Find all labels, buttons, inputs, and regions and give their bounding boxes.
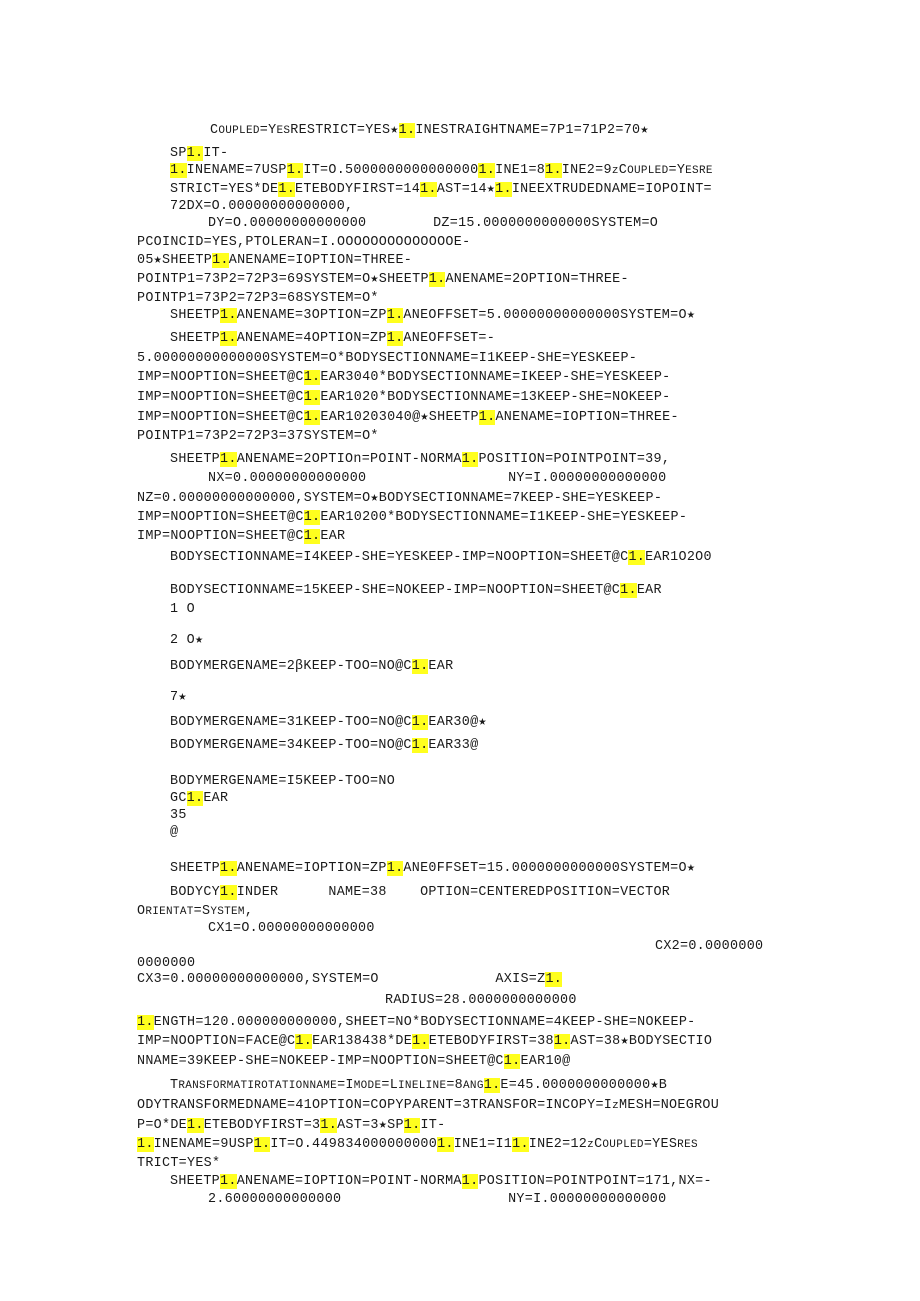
text-fragment: ANENAME=3OPTION=ZP [236, 308, 387, 323]
text-fragment: OUPLED [627, 165, 669, 177]
highlighted-fragment: 1. [553, 1034, 571, 1049]
text-fragment: ANENAME=IOPTION=THREE- [228, 253, 413, 268]
text-fragment: ETEBODYFIRST=14 [295, 182, 421, 197]
text-fragment: EAR10200*BODYSECTIONNAME=I1KEEP-SHE=YESKEEP- [320, 510, 688, 525]
highlighted-fragment: 1. [437, 1137, 454, 1152]
text-fragment: 2.60000000000000 NY=I.00000000000000 [208, 1192, 667, 1207]
text-line [170, 1173, 712, 1191]
text-fragment: INENAME=7USP [186, 163, 287, 178]
text-fragment: ANENAME=2OPTION=THREE- [445, 272, 629, 287]
text-line [137, 369, 671, 387]
text-fragment: z [611, 165, 619, 177]
text-fragment: BODYMERGENAME=I5KEEP-TOO=NO [170, 774, 396, 789]
highlighted-fragment: 1. [186, 791, 204, 806]
text-line [137, 509, 687, 527]
highlighted-fragment: 1. [220, 308, 237, 323]
text-fragment: , [244, 904, 254, 919]
highlighted-fragment: 1. [303, 390, 321, 405]
text-fragment: INDER NAME=38 OPTION=CENTEREDPOSITION=VECTOR [236, 885, 671, 900]
text-fragment: EAR138438*DE [312, 1034, 413, 1049]
text-fragment: ESRE [685, 165, 713, 177]
text-fragment: MODE [353, 1080, 382, 1092]
highlighted-fragment: 1. [420, 182, 437, 197]
highlighted-fragment: 1. [295, 1034, 313, 1049]
text-line [170, 451, 670, 469]
text-line [137, 490, 662, 508]
highlighted-fragment: 1. [545, 972, 563, 987]
text-line [137, 389, 671, 407]
text-fragment: SHEETP [170, 1174, 221, 1189]
text-fragment: PCOINCID=YES,PTOLERAN=I.OOOOOOOOOOOOOOE- [137, 235, 471, 250]
highlighted-fragment: 1. [483, 1078, 501, 1093]
text-fragment: AST=14★ [436, 182, 496, 197]
text-fragment: O [137, 904, 146, 919]
highlighted-fragment: 1. [428, 272, 446, 287]
text-line [170, 601, 195, 619]
text-fragment: IMP=NOOPTION=SHEET@C [137, 370, 304, 385]
text-fragment: z [612, 1100, 620, 1112]
highlighted-fragment: 1. [220, 885, 237, 900]
highlighted-fragment: 1. [461, 1174, 479, 1189]
text-line [170, 884, 670, 902]
highlighted-fragment: 1. [411, 659, 429, 674]
highlighted-fragment: 1. [411, 738, 429, 753]
text-fragment: 72DX=O.00000000000000, [170, 199, 354, 214]
text-fragment: ANG [463, 1080, 484, 1092]
text-fragment: BODYCY [170, 885, 221, 900]
highlighted-fragment: 1. [503, 1054, 521, 1069]
text-fragment: T [170, 1078, 179, 1093]
highlighted-fragment: 1. [512, 1137, 529, 1152]
text-fragment: CX2=0.0000000 [655, 939, 764, 954]
highlighted-fragment: 1. [220, 331, 237, 346]
highlighted-fragment: 1. [620, 583, 637, 598]
highlighted-fragment: 1. [386, 861, 404, 876]
text-fragment: =YES [643, 1137, 678, 1152]
highlighted-fragment: 1. [187, 1118, 204, 1133]
text-fragment: EAR1020*BODYSECTIONNAME=13KEEP-SHE=NOKEEP- [320, 390, 671, 405]
text-fragment: INE1=I1 [453, 1137, 513, 1152]
text-fragment: BODYMERGENAME=2βKEEP-TOO=NO@C [170, 659, 412, 674]
text-fragment: ENGTH=120.000000000000,SHEET=NO*BODYSECTIONNAME=4KEEP-SHE=NOKEEP- [153, 1015, 696, 1030]
text-fragment: CX1=O.00000000000000 [208, 921, 375, 936]
highlighted-fragment: 1. [478, 163, 496, 178]
text-line [170, 549, 712, 567]
highlighted-fragment: 1. [286, 163, 304, 178]
text-fragment: 1 O [170, 602, 196, 617]
text-fragment: ANENAME=IOPTION=ZP [236, 861, 387, 876]
text-fragment: 05★SHEETP [137, 253, 213, 268]
text-fragment: RIENTAT [145, 906, 194, 918]
text-fragment: OUPLED [602, 1139, 644, 1151]
text-fragment: IMP=NOOPTION=SHEET@C [137, 529, 304, 544]
highlighted-fragment: 1. [253, 1137, 271, 1152]
text-fragment: CX3=0.00000000000000,SYSTEM=O AXIS=Z [137, 972, 546, 987]
text-line [655, 938, 763, 956]
text-line [137, 971, 562, 989]
text-line [137, 290, 379, 308]
text-line [170, 824, 178, 842]
text-fragment: NZ=0.00000000000000,SYSTEM=O★BODYSECTIONNAME=7KEEP-SHE=YESKEEP- [137, 491, 663, 506]
text-fragment: ES [276, 125, 291, 137]
highlighted-fragment: 1. [220, 861, 237, 876]
text-fragment: IMP=NOOPTION=SHEET@C [137, 410, 304, 425]
text-line [170, 632, 203, 650]
text-fragment: 0000000 [137, 956, 196, 971]
highlighted-fragment: 1. [303, 370, 321, 385]
text-fragment: ANENAME=IOPTION=POINT-NORMA [236, 1174, 462, 1189]
highlighted-fragment: 1. [212, 253, 229, 268]
highlighted-fragment: 1. [303, 529, 321, 544]
highlighted-fragment: 1. [303, 510, 321, 525]
text-line [170, 689, 187, 707]
text-line [170, 658, 453, 676]
text-line [137, 428, 379, 446]
text-fragment: 7★ [170, 690, 187, 705]
text-fragment: =Y [259, 123, 277, 138]
highlighted-fragment: 1. [170, 163, 187, 178]
highlighted-fragment: 1. [478, 410, 496, 425]
text-fragment: 2 O★ [170, 633, 204, 648]
text-fragment: ANENAME=4OPTION=ZP [236, 331, 387, 346]
text-fragment: z [587, 1139, 595, 1151]
text-line [137, 234, 470, 252]
text-fragment: EAR10203040@★SHEETP [320, 410, 479, 425]
text-fragment: MESH=NOEGROU [619, 1098, 720, 1113]
text-fragment: C [618, 163, 628, 178]
text-line [137, 252, 412, 270]
text-line [170, 1077, 667, 1095]
highlighted-fragment: 1. [320, 1118, 338, 1133]
highlighted-fragment: 1. [545, 163, 562, 178]
highlighted-fragment: 1. [386, 308, 404, 323]
text-fragment: ETEBODYFIRST=38 [428, 1034, 554, 1049]
text-line [137, 271, 629, 289]
text-fragment: POSITION=POINTPOINT=39, [478, 452, 671, 467]
text-fragment: INEEXTRUDEDNAME=IOPOINT= [511, 182, 712, 197]
text-fragment: ANE0FFSET=15.0000000000000SYSTEM=O★ [403, 861, 696, 876]
text-line [170, 198, 353, 216]
text-fragment: IT=O.5000000000000000 [303, 163, 479, 178]
text-fragment: AST=38★BODYSECTIO [570, 1034, 713, 1049]
text-fragment: EAR10@ [520, 1054, 571, 1069]
highlighted-fragment: 1. [186, 146, 204, 161]
text-fragment: EAR1O2O0 [645, 550, 712, 565]
text-fragment: IT- [420, 1118, 446, 1133]
text-fragment: RANSFORMATIROTATIONNAME [178, 1080, 338, 1092]
text-fragment: INE2=9 [561, 163, 612, 178]
text-line [170, 790, 228, 808]
text-fragment: DY=O.00000000000000 DZ=15.0000000000000SYSTEM=O [208, 216, 659, 231]
text-fragment: POSITION=POINTPOINT=171,NX=- [478, 1174, 712, 1189]
text-fragment: INENAME=9USP [153, 1137, 254, 1152]
text-fragment: BODYMERGENAME=34KEEP-TOO=NO@C [170, 738, 412, 753]
text-line [170, 807, 187, 825]
text-fragment: INESTRAIGHTNAME=7P1=71P2=70★ [415, 123, 649, 138]
text-line [137, 1014, 696, 1032]
text-fragment: IT=O.449834000000000 [270, 1137, 438, 1152]
text-fragment: P=O*DE [137, 1118, 188, 1133]
text-fragment: SP [170, 146, 187, 161]
text-line [385, 992, 577, 1010]
text-line [170, 737, 478, 755]
text-fragment: INE2=12 [528, 1137, 588, 1152]
text-fragment: =S [193, 904, 211, 919]
highlighted-fragment: 1. [220, 1174, 237, 1189]
text-fragment: ODYTRANSFORMEDNAME=41OPTION=COPYPARENT=3TRANSFOR=INCOPY=I [137, 1098, 613, 1113]
text-fragment: SHEETP [170, 308, 221, 323]
highlighted-fragment: 1. [220, 452, 237, 467]
text-fragment: EAR33@ [428, 738, 479, 753]
text-fragment: POINTP1=73P2=72P3=37SYSTEM=O* [137, 429, 379, 444]
text-fragment: YSTEM [210, 906, 245, 918]
text-fragment: SHEETP [170, 331, 221, 346]
text-fragment: ANENAME=2OPTIOn=POINT-NORMA [236, 452, 462, 467]
text-line [137, 1155, 220, 1173]
text-fragment: BODYSECTIONNAME=I4KEEP-SHE=YESKEEP-IMP=NOOPTION=SHEET@C [170, 550, 629, 565]
text-fragment: E=45.0000000000000★B [500, 1078, 668, 1093]
text-fragment: STRICT=YES*DE [170, 182, 279, 197]
highlighted-fragment: 1. [278, 182, 296, 197]
highlighted-fragment: 1. [495, 182, 512, 197]
highlighted-fragment: 1. [398, 123, 416, 138]
text-fragment: =Y [668, 163, 686, 178]
text-line [170, 162, 713, 180]
text-fragment: RADIUS=28.0000000000000 [385, 993, 577, 1008]
text-line [170, 582, 662, 600]
text-fragment: NNAME=39KEEP-SHE=NOKEEP-IMP=NOOPTION=SHEET@C [137, 1054, 504, 1069]
text-line [170, 773, 395, 791]
highlighted-fragment: 1. [461, 452, 479, 467]
text-line [137, 409, 679, 427]
text-line [137, 1097, 719, 1115]
highlighted-fragment: 1. [386, 331, 404, 346]
highlighted-fragment: 1. [412, 1034, 429, 1049]
text-fragment: IT- [203, 146, 229, 161]
text-fragment: EAR [203, 791, 229, 806]
text-line [137, 903, 253, 921]
text-line [137, 1136, 698, 1154]
highlighted-fragment: 1. [628, 550, 646, 565]
highlighted-fragment: 1. [137, 1015, 154, 1030]
text-fragment: IMP=NOOPTION=FACE@C [137, 1034, 296, 1049]
text-fragment: =I [337, 1078, 354, 1093]
text-fragment: POINTP1=73P2=72P3=69SYSTEM=O★SHEETP [137, 272, 429, 287]
text-fragment: ETEBODYFIRST=3 [203, 1118, 321, 1133]
text-line [137, 350, 637, 368]
text-fragment: =L [381, 1078, 399, 1093]
text-fragment: SHEETP [170, 861, 221, 876]
text-fragment: TRICT=YES* [137, 1156, 221, 1171]
text-fragment: INE1=8 [495, 163, 546, 178]
text-fragment: OUPLED [218, 125, 260, 137]
text-fragment: BODYMERGENAME=31KEEP-TOO=NO@C [170, 715, 412, 730]
text-fragment: INELINE [398, 1080, 447, 1092]
text-line [170, 181, 712, 199]
text-fragment: EAR3040*BODYSECTIONNAME=IKEEP-SHE=YESKEEP- [320, 370, 671, 385]
text-fragment: =8 [446, 1078, 464, 1093]
text-line [170, 330, 495, 348]
highlighted-fragment: 1. [411, 715, 429, 730]
text-fragment: EAR [428, 659, 454, 674]
text-fragment: GC [170, 791, 187, 806]
text-fragment: ANEOFFSET=- [403, 331, 496, 346]
text-line [137, 1117, 445, 1135]
text-fragment: IMP=NOOPTION=SHEET@C [137, 510, 304, 525]
text-fragment: EAR [320, 529, 346, 544]
highlighted-fragment: 1. [403, 1118, 421, 1133]
text-line [170, 145, 228, 163]
text-line [137, 528, 345, 546]
text-line [208, 1191, 666, 1209]
text-fragment: C [210, 123, 219, 138]
text-fragment: EAR30@★ [428, 715, 487, 730]
text-fragment: BODYSECTIONNAME=15KEEP-SHE=NOKEEP-IMP=NOOPTION=SHEET@C [170, 583, 621, 598]
text-fragment: ANENAME=IOPTION=THREE- [495, 410, 679, 425]
text-line [208, 920, 375, 938]
text-line [170, 307, 695, 325]
text-fragment: 35 [170, 808, 187, 823]
text-fragment: IMP=NOOPTION=SHEET@C [137, 390, 304, 405]
text-fragment: EAR [636, 583, 662, 598]
text-line [210, 122, 649, 140]
text-line [208, 215, 658, 233]
text-fragment: RES [677, 1139, 698, 1151]
text-fragment: AST=3★SP [337, 1118, 404, 1133]
text-fragment: C [594, 1137, 603, 1152]
highlighted-fragment: 1. [137, 1137, 154, 1152]
highlighted-fragment: 1. [303, 410, 321, 425]
text-fragment: NX=0.00000000000000 NY=I.00000000000000 [208, 471, 667, 486]
text-line [170, 860, 695, 878]
text-fragment: POINTP1=73P2=72P3=68SYSTEM=O* [137, 291, 379, 306]
text-line [137, 1033, 712, 1051]
text-fragment: SHEETP [170, 452, 221, 467]
text-line [208, 470, 666, 488]
text-line [170, 714, 487, 732]
text-fragment: 5.00000000000000SYSTEM=O*BODYSECTIONNAME=I1KEEP-SHE=YESKEEP- [137, 351, 638, 366]
text-fragment: ANEOFFSET=5.00000000000000SYSTEM=O★ [403, 308, 696, 323]
text-fragment: @ [170, 825, 179, 840]
text-fragment: RESTRICT=YES★ [290, 123, 399, 138]
text-line [137, 1053, 570, 1071]
